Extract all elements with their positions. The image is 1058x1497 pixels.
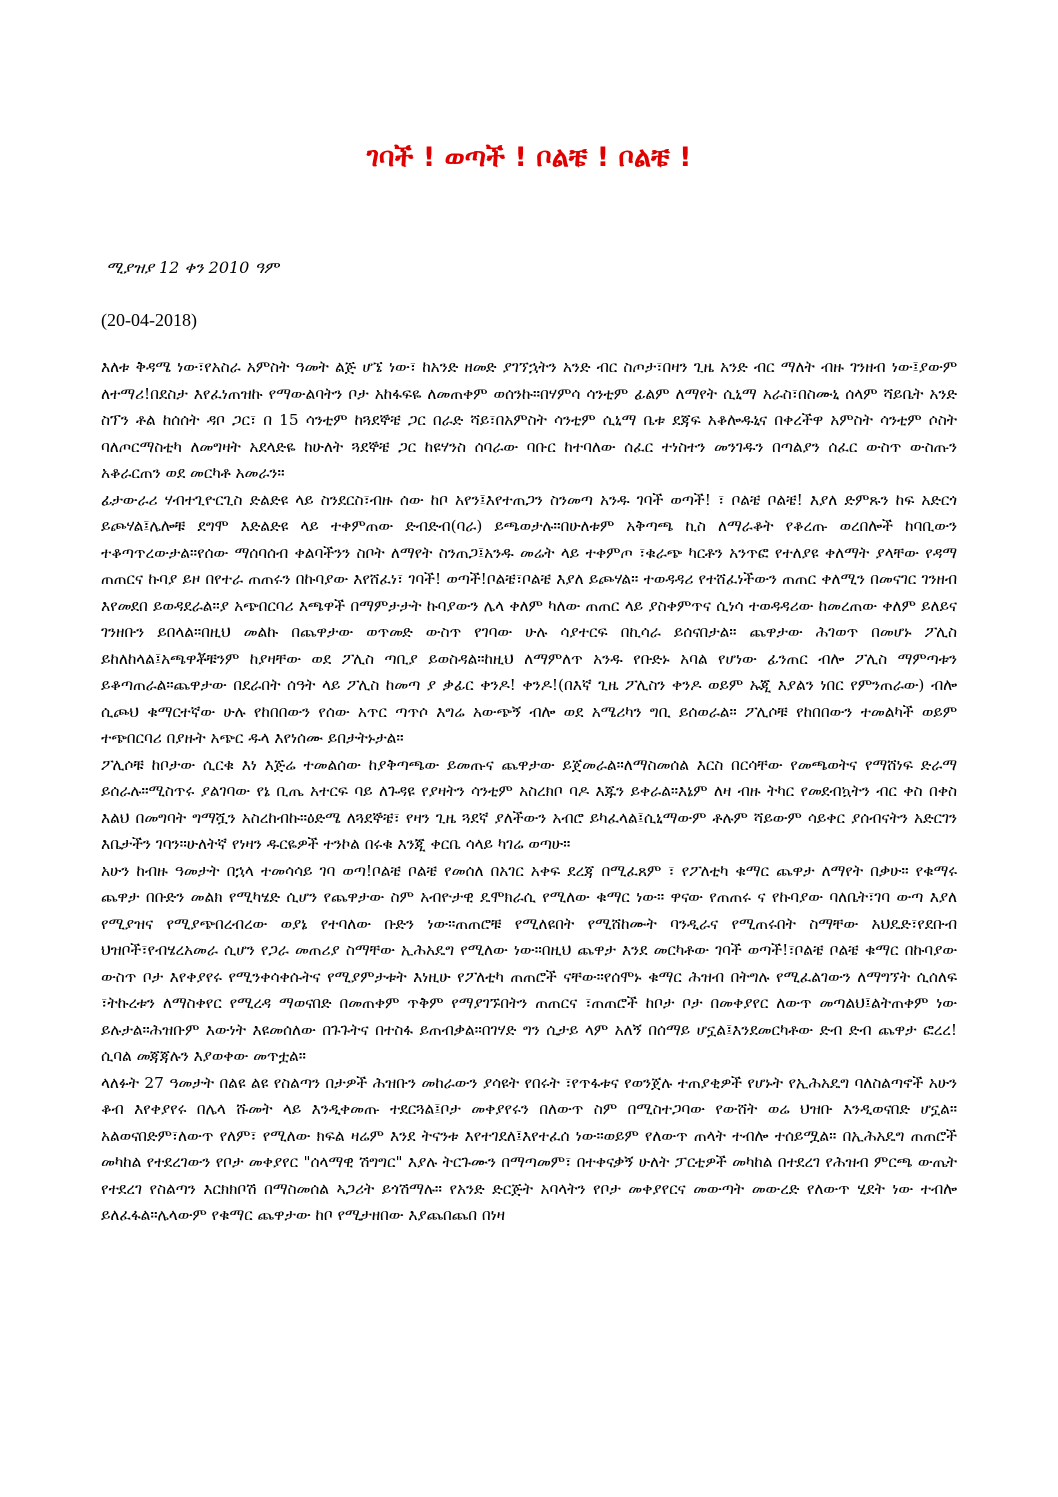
document-title: ገባች ! ወጣች ! ቦልቼ ! ቦልቼ ! [366,142,692,173]
paragraph-1: እለቱ ቅዳሜ ነው፣የአስራ አምስት ዓመት ልጅ ሆኜ ነው፣ ከአንድ ዘመድ ያገኘኋትን አንድ ብር ስጦታ፣በዛን ጊዜ አንድ ብር ማለት ብዙ ገንዘብ ነው፤ያውም ለተማሪ!በደስታ እየፈነጠዝኩ የማውልባትን ቦታ አከፋፍዬ ለመጠቀም ወሰንኩ።በሃምሳ ሳንቲም ፊልም ለማየት ሲኒማ አራስ፣በስሙኒ ሰላም ሻይቤት አንድ ስፕን ቶል ከሰሰት ዳቦ ጋር፣ በ 15 ሳንቲም ከጓደኞቼ ጋር በራድ ሻይ፣በአምስት ሳንቲም ሲኒማ ቤቱ ደጃፍ አቆሎዱኒና በቀረችዋ አምስት ሳንቲም ሶስት ባለጦርማስቲካ ለመግዛት አደላድዬ ከሁለት ጓደኞቼ ጋር ከዩሃንስ ሰባራው ባቡር ከተባለው ሰፈር ተነስተን መንገዱን በጣልያን ሰፈር ውስጥ ውስጡን አቆራርጠን ወደ መርካቶ አመራን። [101,358,957,482]
paragraph-5: ላለፉት 27 ዓመታት በልዩ ልዩ የስልጣን በታዎች ሕዝቡን መከራውን ያሳዩት የበሩት ፣የጥፋቱና የወንጀሉ ተጠያቂዎች የሆኑት የኢሕአዴግ ባለስልጣኖች አሁን ቆብ እየቀያየሩ በሌላ ሹመት ላይ እንዲቀመጡ ተደርጓል፤ቦታ መቀያየሩን በለውጥ ስም በሚስተጋባው የውሸት ወሬ ህዝቡ እንዲወናበድ ሆኗል። አልወናበድም፣ለውጥ የለም፣ የሚለው ክፍል ዛሬም እንደ ትናንቱ እየተገደለ፤እየተፈሰ ነው።ወይም የለውጥ ጠላት ተብሎ ተሰይሟል። በኢሕአዴግ ጠጠሮች መካከል የተደረገውን የቦታ መቀያየር "ሰላማዊ ሽግግር" እያሉ ትርጉሙን በማጣመም፣ በተቀናቃኝ ሁለት ፓርቲዎች መካከል በተደረገ የሕዝብ ምርጫ ውጤት የተደረገ የስልጣን እርክክቦሽ በማስመሰል ኣጋሪት ይጎሽማሉ። የአንድ ድርጅት አባላትን የቦታ መቀያየርና መውጣት መውረድ የለውጥ ሂደት ነው ተብሎ ይለፈፋል።ሌላውም የቁማር ጨዋታው ከቦ የሚታዘበው እያጨበጨበ በነዛ [101,1073,957,1224]
paragraph-3: ፖሊሶቹ ከቦታው ሲርቁ እነ እጅሬ ተመልሰው ከያቅጣጫው ይመጡና ጨዋታው ይጀመራል።ለማስመሰል እርስ በርሳቸው የመጫወትና የማሸነፍ ድራማ ይሰራሉ።ሚስጥሩ ያልገባው የኔ ቢጤ አተርፍ ባይ ለጉዳዩ የያዛትን ሳንቲም አስረክቦ ባዶ እጁን ይቀራል።እኔም ለዛ ብዙ ትካር የመደብኳትን ብር ቀስ በቀስ እልህ በመግባት ግማሿን አስረከብኩ።ዕድሜ ለጓደኞቼ፣ የዛን ጊዜ ጓደኛ ያለችውን አብሮ ይካፈላል፤ሲኒማውም ቶሉም ሻይውም ሳይቀር ያሰብናትን አድርገን እቤታችን ገባን።ሁለትኛ የነዛን ዱርዬዎች ተንኮል በሩቁ እንጂ ቀርቤ ሳላይ ካገሬ ወጣሁ። [101,755,957,853]
article-body [101,354,957,1229]
paragraph-4: አሁን ከብዙ ዓመታት በኋላ ተመሳሳይ ገባ ወጣ!ቦልቼ ቦልቼ የመሰለ በአገር አቀፍ ደረጃ በሚፈጸም ፣ የፖለቲካ ቁማር ጨዋታ ለማየት በቃሁ። የቁማሩ ጨዋታ በቡድን መልክ የሚካሄድ ሲሆን የጨዋታው ስም አብዮታዊ ዴሞክራሲ የሚለው ቁማር ነው። ዋናው የጠጠሩ ና የኩባያው ባለቤት፣ገባ ውጣ እያለ የሚያዝና የሚያጭበረብረው ወያኔ የተባለው ቡድን ነው።ጠጠሮቹ የሚለዩበት የሚሸከሙት ባንዲራና የሚጠሩበት ስማቸው አህዴድ፣የደቡብ ህዝቦች፣የብሄረአመራ ሲሆን የጋራ መጠሪያ ስማቸው ኢሕአዴግ የሚለው ነው።በዚህ ጨዋታ እንደ መርካቶው ገባች ወጣች!፣ቦልቼ ቦልቼ ቁማር በኩባያው ውስጥ ቦታ እየቀያየሩ የሚንቀሳቀሱትና የሚያምታቱት እነዚሁ የፖለቲካ ጠጠሮች ናቸው።የሰሞኑ ቁማር ሕዝብ በትግሉ የሚፈልገውን ለማግኘት ሲሰለፍ ፣ትኩረቱን ለማስቀየር የሚረዳ ማወናበድ በመጠቀም ጥቅም የማያገኙበትን ጠጠርና ፣ጠጠሮች ከቦታ ቦታ በመቀያየር ለውጥ መጣልህ፤ልትጠቀም ነው ይሉታል።ሕዝቡም እውነት እዩመሰለው በጉጉትና በተስፋ ይጠብቃል።በገሃድ ግን ሲታይ ላም አለኝ በሰማይ ሆኗል፤እንደመርካቶው ድብ ድብ ጨዋታ ፎረረ! ሲባል መጃጃሉን እያወቀው መጥቷል። [101,861,957,1065]
date-ethiopian: ሚያዝያ 12 ቀን 2010 ዓም [106,258,279,277]
date-gregorian: (20-04-2018) [101,310,197,330]
paragraph-2: ፊታውራሪ ሃብተጊዮርጊስ ድልድዩ ላይ ስንደርስ፣ብዙ ሰው ከቦ አየን፤እየተጠጋን ስንመጣ አንዱ ገባች ወጣች! ፣ ቦልቼ ቦልቼ! እያለ ድምጹን ከፍ አድርጎ ይጮሃል፤ሌሎቹ ደግሞ እድልድዩ ላይ ተቀምጠው ድብድብ(ባራ) ይጫወታሉ።በሁለቱም አቅጣጫ ኪስ ለማራቆት የቆረጡ ወረበሎች ከባቢውን ተቆጣጥረውታል።የሰው ማሰባሰብ ቀልባችንን ስቦት ለማየት ስንጠጋ፤አንዱ መሬት ላይ ተቀምጦ ፣ቁራጭ ካርቶን አንጥፎ የተለያዩ ቀለማት ያላቸው የዳማ ጠጠርና ኩባያ ይዞ በየተራ ጠጠሩን በኩባያው እየሸፈነ፣ ገባች! ወጣች!ቦልቼ፣ቦልቼ እያለ ይጮሃል። ተወዳዳሪ የተሸፈነችውን ጠጠር ቀለሚን በመናገር ገንዘብ እየመደበ ይወዳደራል።ያ አጭበርባሪ እጫዋች በማምታታት ኩባያውን ሌላ ቀለም ካለው ጠጠር ላይ ያስቀምጥና ሲነሳ ተወዳዳሪው ከመረጠው ቀለም ይለይና ገንዘቡን ይበላል።በዚህ መልኩ በጨዋታው ወጥመድ ውስጥ የገባው ሁሉ ሳያተርፍ በኪሳራ ይሰናበታል። ጨዋታው ሕገወጥ በመሆኑ ፖሊስ ይከለከላል፤አጫዋቾቹንም ከያዛቸው ወደ ፖሊስ ጣቢያ ይወስዳል።ከዚህ ለማምለጥ አንዱ የቡድኑ አባል የሆነው ፊንጠር ብሎ ፖሊስ ማምጣቱን ይቆጣጠራል።ጨዋታው በደራበት ሰዓት ላይ ፖሊስ ከመጣ ያ ቃፊር ቀንዶ! ቀንዶ!(በእኛ ጊዜ ፖሊስን ቀንዶ ወይም ኡጂ እያልን ነበር የምንጠራው) ብሎ ሲጮህ ቁማርተኛው ሁሉ የከበበውን የሰው አጥር ጣጥሶ እግሬ አውጭኝ ብሎ ወደ አሜሪካን ግቢ ይሰወራል። ፖሊሶቹ የከበበውን ተመልካች ወይም ተጭበርባሪ በያዙት አጭር ዱላ እየነሰሙ ይበታትኑታል። [101,490,957,747]
